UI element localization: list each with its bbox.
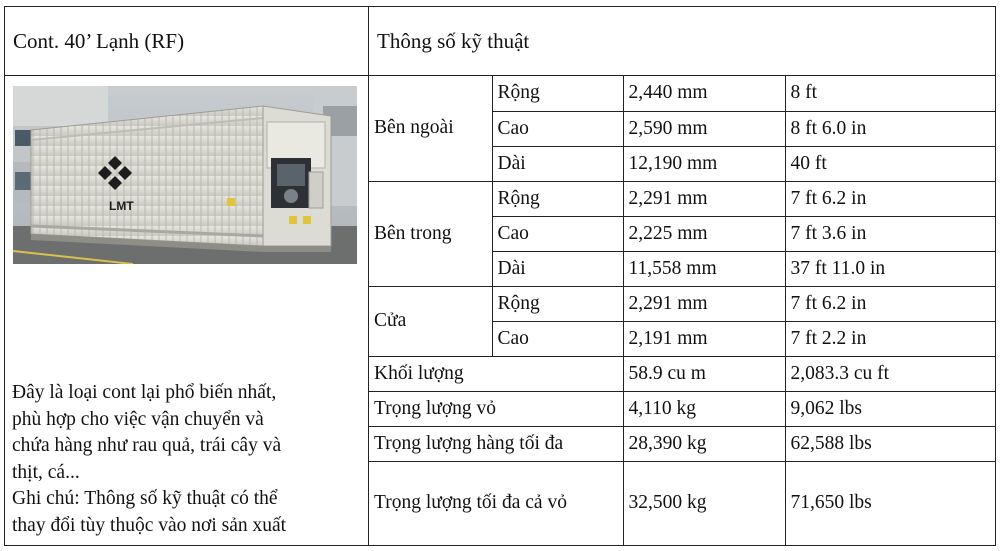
specs-heading: Thông số kỹ thuật <box>369 7 996 76</box>
dimension-label: Cao <box>492 216 623 251</box>
imperial-value: 7 ft 6.2 in <box>785 181 995 216</box>
dimension-label: Dài <box>492 146 623 181</box>
metric-value: 2,590 mm <box>623 111 785 146</box>
metric-value: 2,191 mm <box>623 321 785 356</box>
metric-value: 2,291 mm <box>623 286 785 321</box>
metric-value: 32,500 kg <box>623 461 785 545</box>
metric-value: 2,440 mm <box>623 76 785 111</box>
imperial-value: 40 ft <box>785 146 995 181</box>
specs-cell <box>369 76 996 546</box>
note-line: thay đổi tùy thuộc vào nơi sản xuất <box>12 514 287 536</box>
imperial-value: 37 ft 11.0 in <box>785 251 995 286</box>
metric-value: 2,225 mm <box>623 216 785 251</box>
container-spec-sheet <box>4 6 996 546</box>
note-line: Ghi chú: Thông số kỹ thuật có thể <box>12 488 278 509</box>
specs-table <box>369 76 995 545</box>
volume-label: Khối lượng <box>369 356 623 391</box>
group-label-exterior: Bên ngoài <box>369 76 492 181</box>
product-cell <box>5 76 369 546</box>
description-line: phù hợp cho việc vận chuyển và <box>12 408 264 430</box>
imperial-value: 8 ft <box>785 76 995 111</box>
metric-value: 4,110 kg <box>623 391 785 426</box>
product-title: Cont. 40’ Lạnh (RF) <box>5 7 369 76</box>
table-row <box>369 181 995 216</box>
imperial-value: 71,650 lbs <box>785 461 995 545</box>
dimension-label: Dài <box>492 251 623 286</box>
dimension-label: Cao <box>492 321 623 356</box>
table-row <box>369 356 995 391</box>
tare-weight-label: Trọng lượng vỏ <box>369 391 623 426</box>
imperial-value: 8 ft 6.0 in <box>785 111 995 146</box>
dimension-label: Cao <box>492 111 623 146</box>
imperial-value: 62,588 lbs <box>785 426 995 461</box>
metric-value: 28,390 kg <box>623 426 785 461</box>
metric-value: 11,558 mm <box>623 251 785 286</box>
table-row <box>369 286 995 321</box>
container-logo-text: LMT <box>109 199 134 213</box>
description-line: Đây là loại cont lại phổ biến nhất, <box>12 382 277 403</box>
imperial-value: 7 ft 3.6 in <box>785 216 995 251</box>
imperial-value: 7 ft 6.2 in <box>785 286 995 321</box>
imperial-value: 9,062 lbs <box>785 391 995 426</box>
dimension-label: Rộng <box>492 286 623 321</box>
max-payload-label: Trọng lượng hàng tối đa <box>369 426 623 461</box>
dimension-label: Rộng <box>492 76 623 111</box>
table-row <box>369 461 995 545</box>
description-line: chứa hàng như rau quả, trái cây và <box>12 435 282 456</box>
refrigerated-container-image <box>13 86 357 264</box>
max-gross-weight-label: Trọng lượng tối đa cả vỏ <box>369 461 623 545</box>
imperial-value: 7 ft 2.2 in <box>785 321 995 356</box>
description-line: thịt, cá... <box>12 461 80 483</box>
group-label-door: Cửa <box>369 286 492 356</box>
metric-value: 2,291 mm <box>623 181 785 216</box>
metric-value: 58.9 cu m <box>623 356 785 391</box>
group-label-interior: Bên trong <box>369 181 492 286</box>
product-description <box>12 380 367 539</box>
metric-value: 12,190 mm <box>623 146 785 181</box>
imperial-value: 2,083.3 cu ft <box>785 356 995 391</box>
table-row <box>369 76 995 111</box>
dimension-label: Rộng <box>492 181 623 216</box>
table-row <box>369 426 995 461</box>
table-row <box>369 391 995 426</box>
